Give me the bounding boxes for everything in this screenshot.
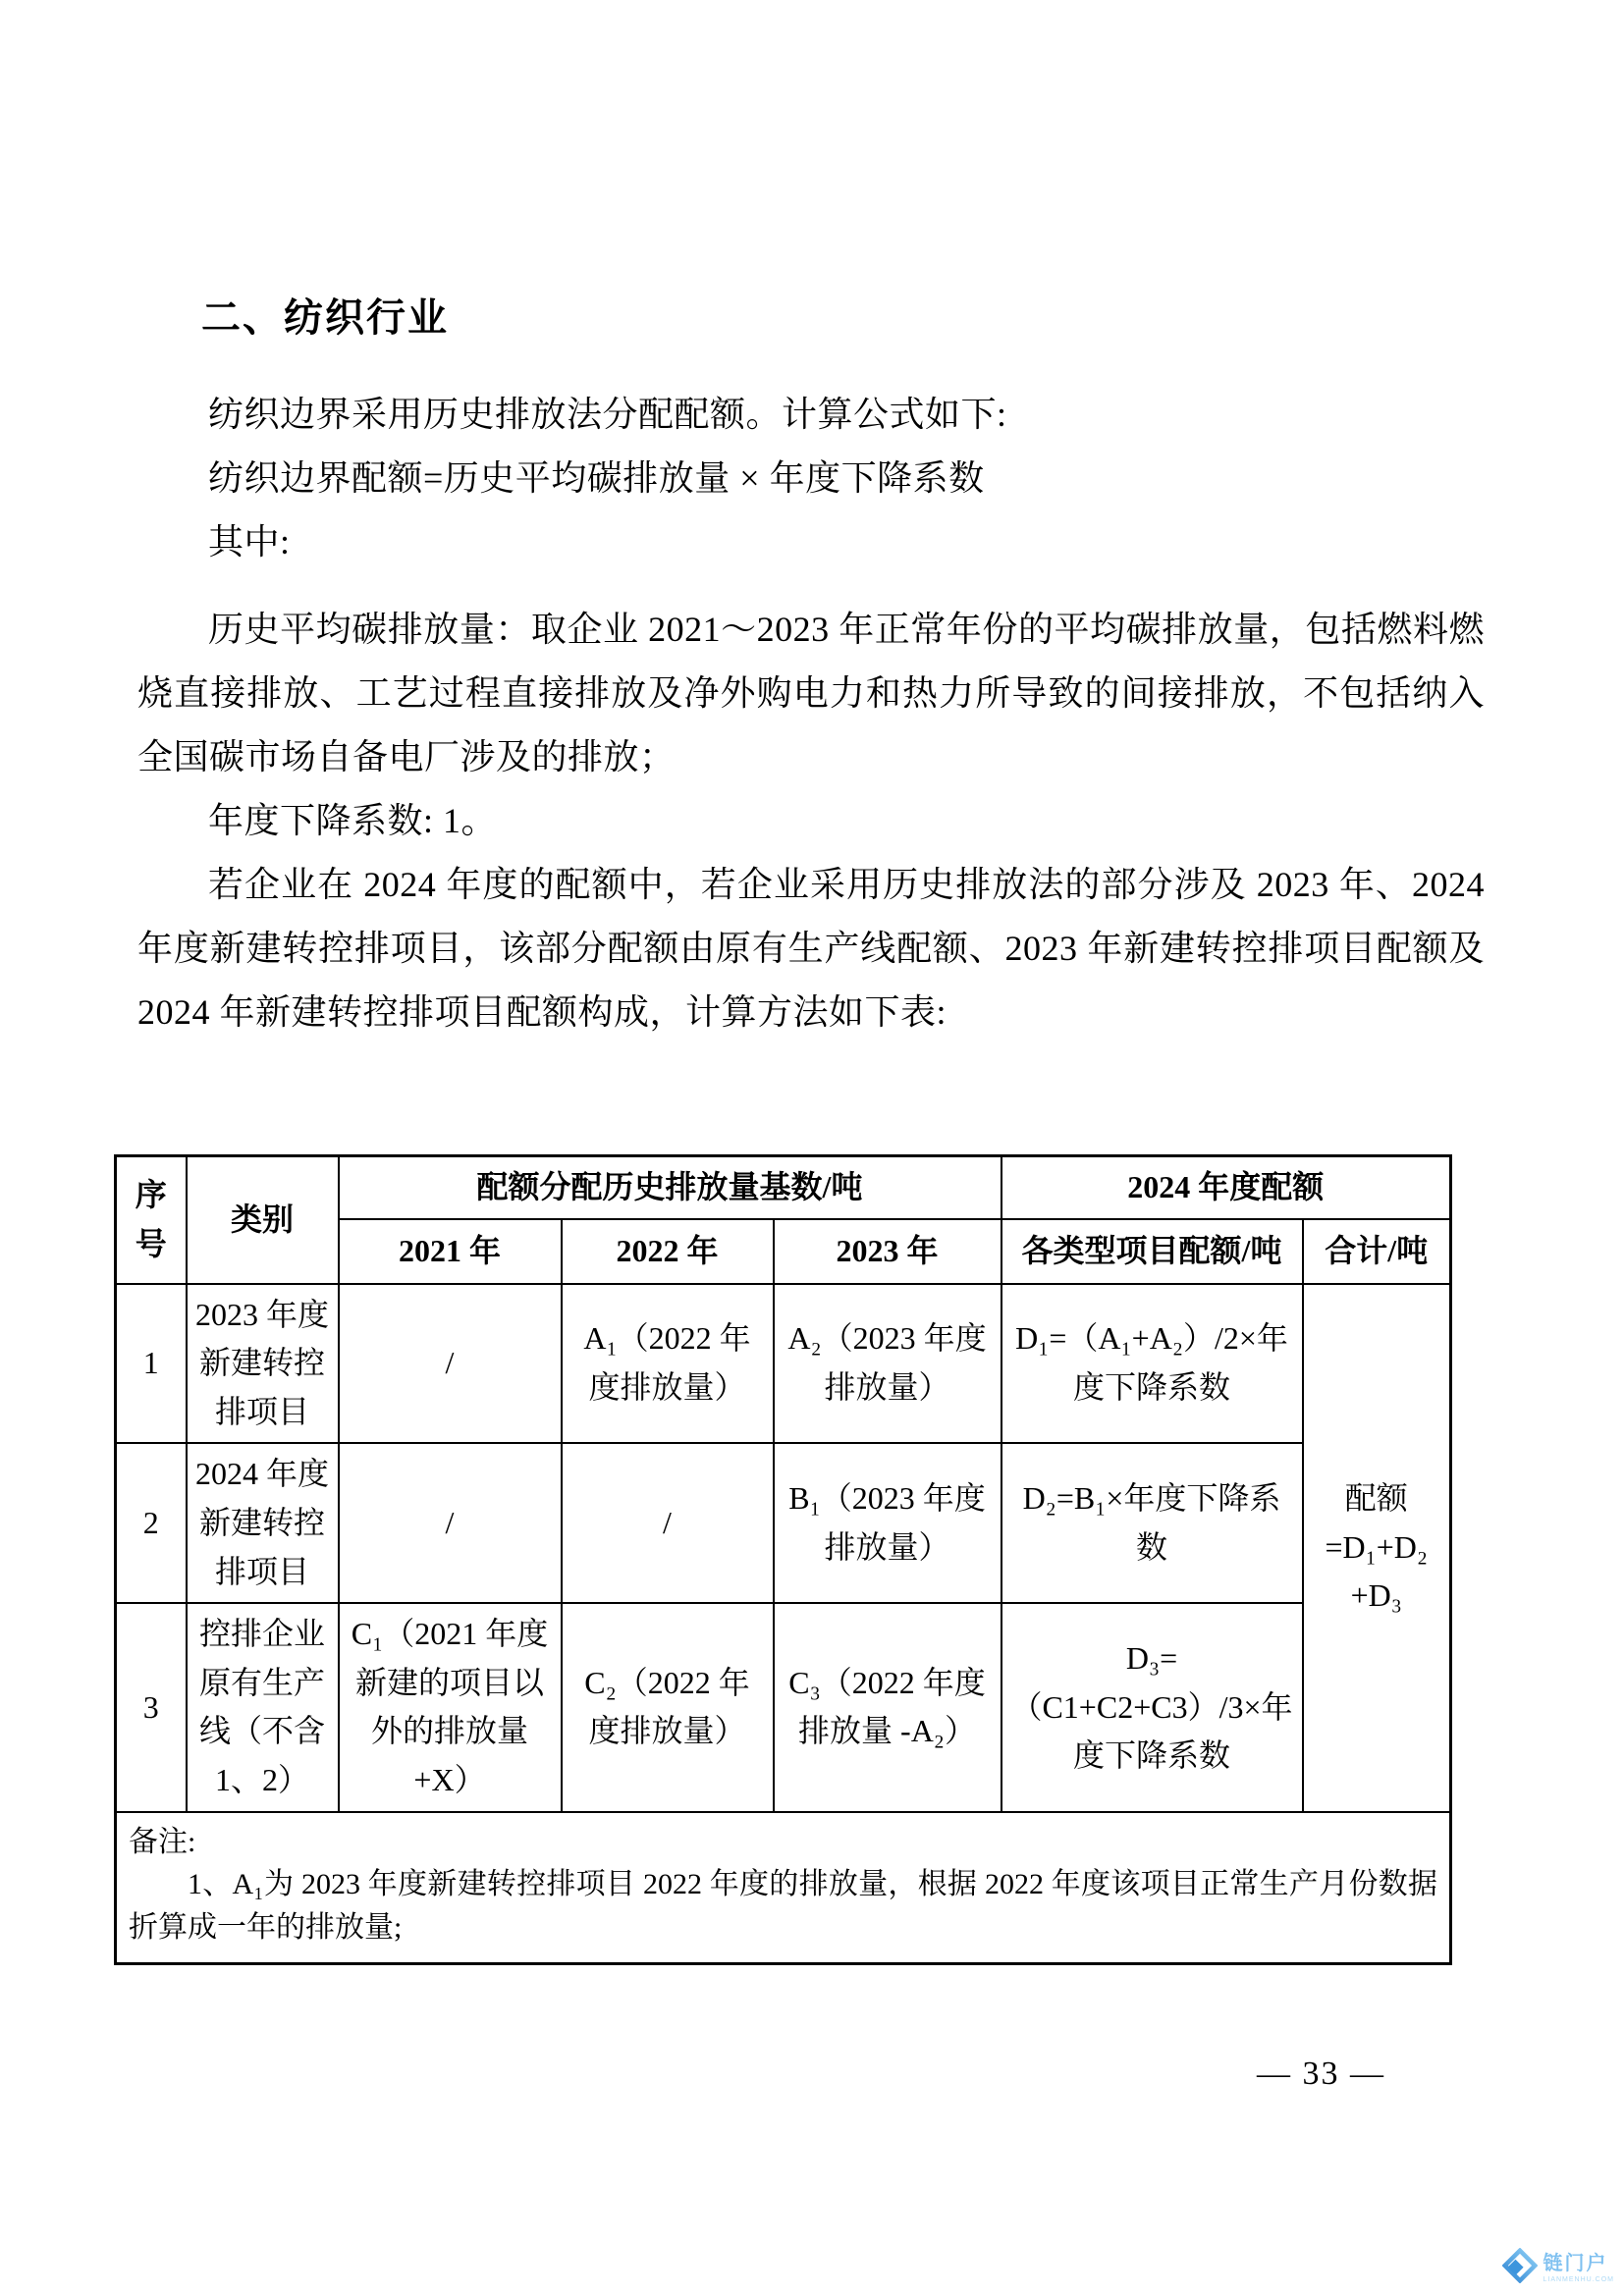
cell-r2-quota: D₂=B₁×年度下降系数 [1001,1443,1303,1603]
cell-r3-no: 3 [116,1603,187,1811]
paragraph-decline-factor: 年度下降系数: 1。 [208,801,498,840]
watermark-text [1543,2254,1614,2283]
paragraph-qizhong: 其中: [208,522,291,561]
table-row-3 [116,1603,1451,1811]
cell-r3-2023: C₃（2022 年度排放量 -A₂） [774,1603,1001,1811]
header-category: 类别 [187,1156,339,1284]
table-row-1 [116,1284,1451,1444]
notes-cell [116,1812,1451,1964]
header-2024-group: 2024 年度配额 [1001,1156,1451,1219]
header-2021: 2021 年 [339,1219,562,1284]
cell-r1-no: 1 [116,1284,187,1444]
cell-r1-2022: A₁（2022 年度排放量） [562,1284,774,1444]
watermark-domain: LIANMENHU.COM [1543,2275,1614,2283]
header-2022: 2022 年 [562,1219,774,1284]
cell-r2-category: 2024 年度新建转控排项目 [187,1443,339,1603]
header-type-quota: 各类型项目配额/吨 [1001,1219,1303,1284]
table-row-2 [116,1443,1451,1603]
watermark-name: 链门户 [1543,2252,1608,2274]
cell-r3-2021: C₁（2021 年度新建的项目以外的排放量+X） [339,1603,562,1811]
note-1: 1、A₁为 2023 年度新建转控排项目 2022 年度的排放量，根据 2022 年度该项目正常生产月份数据折算成一年的排放量; [129,1868,1438,1944]
paragraph-formula: 纺织边界配额=历史平均碳排放量 × 年度下降系数 [208,458,985,498]
cell-total-merged: 配额 =D₁+D₂ +D₃ [1303,1284,1451,1812]
cell-r2-2021: / [339,1443,562,1603]
page-number: — 33 — [1257,2056,1385,2092]
diamond-logo-icon [1502,2248,1538,2288]
paragraph-history-emission: 历史平均碳排放量：取企业 2021～2023 年正常年份的平均碳排放量，包括燃料燃烧直接排放、工艺过程直接排放及净外购电力和热力所导致的间接排放，不包括纳入全国碳市场自备电厂涉及的排放； [137,610,1485,776]
paragraph-formula-intro: 纺织边界采用历史排放法分配配额。计算公式如下: [208,395,1007,434]
cell-r2-2022: / [562,1443,774,1603]
cell-r1-category: 2023 年度新建转控排项目 [187,1284,339,1444]
cell-r3-quota: D₃=（C1+C2+C3）/3×年度下降系数 [1001,1603,1303,1811]
cell-r1-quota: D₁=（A₁+A₂）/2×年度下降系数 [1001,1284,1303,1444]
watermark [1502,2248,1614,2288]
cell-r1-2023: A₂（2023 年度排放量） [774,1284,1001,1444]
document-content [129,294,1485,1965]
cell-r3-2022: C₂（2022 年度排放量） [562,1603,774,1811]
table-header-row-1 [116,1156,1451,1219]
header-no: 序号 [116,1156,187,1284]
cell-r1-2021: / [339,1284,562,1444]
notes-label: 备注: [129,1825,196,1858]
table-notes-row [116,1812,1451,1964]
cell-r2-2023: B₁（2023 年度排放量） [774,1443,1001,1603]
quota-calculation-table [114,1154,1452,1965]
cell-r3-category: 控排企业原有生产线（不含 1、2） [187,1603,339,1811]
header-history-group: 配额分配历史排放量基数/吨 [339,1156,1001,1219]
header-total: 合计/吨 [1303,1219,1451,1284]
cell-r2-no: 2 [116,1443,187,1603]
section-heading: 二、纺织行业 [201,296,449,340]
header-2023: 2023 年 [774,1219,1001,1284]
paragraph-2024-quota: 若企业在 2024 年度的配额中，若企业采用历史排放法的部分涉及 2023 年、2024 年度新建转控排项目，该部分配额由原有生产线配额、2023 年新建转控排项目配额及 2024 年新建转控排项目配额构成，计算方法如下表: [137,865,1485,1032]
